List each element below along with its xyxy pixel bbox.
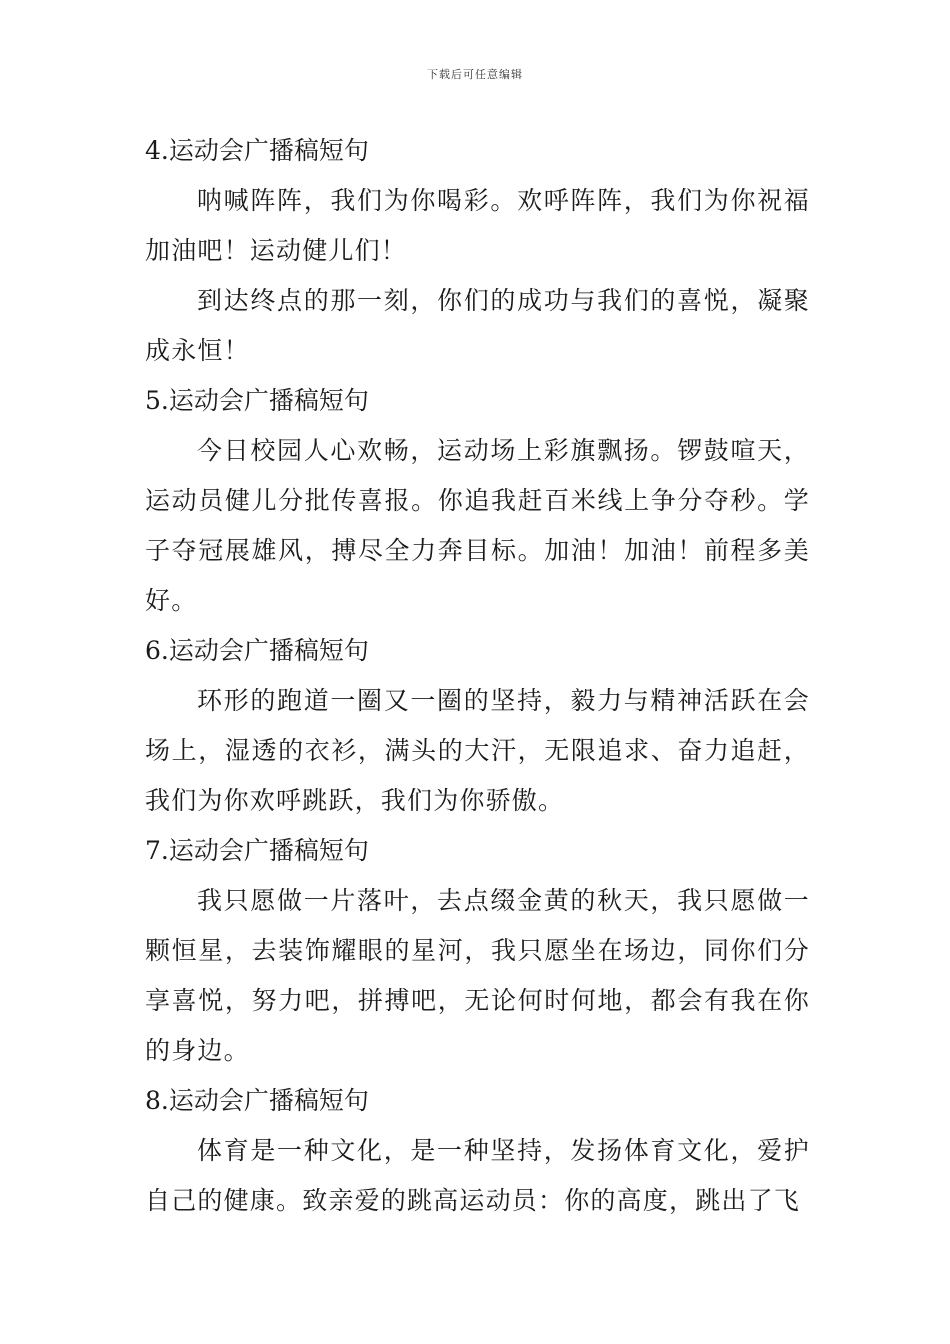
paragraph: 环形的跑道一圈又一圈的坚持，毅力与精神活跃在会场上，湿透的衣衫，满头的大汗，无限追求、奋力追赶，我们为你欢呼跳跃，我们为你骄傲。: [145, 686, 810, 815]
section-5: [145, 376, 810, 626]
paragraph: 到达终点的那一刻，你们的成功与我们的喜悦，凝聚成永恒！: [145, 286, 810, 365]
section-heading: 4.运动会广播稿短句: [145, 136, 369, 165]
paragraph: 呐喊阵阵，我们为你喝彩。欢呼阵阵，我们为你祝福加油吧！运动健儿们！: [145, 186, 810, 265]
paragraph: 体育是一种文化，是一种坚持，发扬体育文化，爱护自己的健康。致亲爱的跳高运动员：你的高度，跳出了飞: [145, 1136, 810, 1215]
section-7: [145, 826, 810, 1076]
section-heading: 7.运动会广播稿短句: [145, 836, 369, 865]
section-4: [145, 126, 810, 376]
section-heading: 8.运动会广播稿短句: [145, 1086, 369, 1115]
document-body: [145, 126, 810, 1226]
section-heading: 5.运动会广播稿短句: [145, 386, 369, 415]
header-note: 下载后可任意编辑: [427, 68, 523, 81]
section-6: [145, 626, 810, 826]
section-heading: 6.运动会广播稿短句: [145, 636, 369, 665]
paragraph: 我只愿做一片落叶，去点缀金黄的秋天，我只愿做一颗恒星，去装饰耀眼的星河，我只愿坐在场边，同你们分享喜悦，努力吧，拼搏吧，无论何时何地，都会有我在你的身边。: [145, 886, 810, 1065]
paragraph: 今日校园人心欢畅，运动场上彩旗飘扬。锣鼓喧天，运动员健儿分批传喜报。你追我赶百米线上争分夺秒。学子夺冠展雄风，搏尽全力奔目标。加油！加油！前程多美好。: [145, 436, 810, 615]
section-8: [145, 1076, 810, 1226]
